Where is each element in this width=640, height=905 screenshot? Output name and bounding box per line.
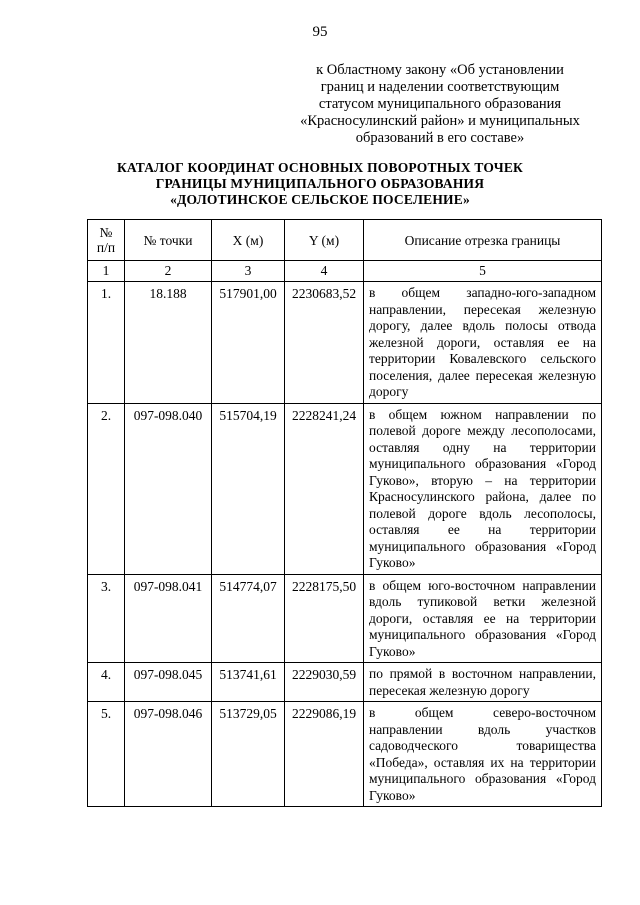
catalog-title [0, 160, 640, 208]
title-line: ГРАНИЦЫ МУНИЦИПАЛЬНОГО ОБРАЗОВАНИЯ [155, 176, 485, 191]
annex-line: к Областному закону «Об установлении [316, 62, 564, 78]
row-number: 3. [88, 574, 125, 663]
column-number: 4 [285, 261, 364, 282]
annex-line: границ и наделении соответствующим [320, 79, 560, 95]
header-x: X (м) [212, 220, 285, 261]
x-coordinate: 514774,07 [212, 574, 285, 663]
annex-line: статусом муниципального образования [318, 96, 562, 112]
y-coordinate: 2228241,24 [285, 403, 364, 574]
point-id: 18.188 [125, 282, 212, 404]
table-row [88, 702, 602, 807]
header-number [88, 220, 125, 261]
title-line: КАТАЛОГ КООРДИНАТ ОСНОВНЫХ ПОВОРОТНЫХ ТОЧЕК [116, 160, 524, 175]
header-y: Y (м) [285, 220, 364, 261]
y-coordinate: 2228175,50 [285, 574, 364, 663]
x-coordinate: 517901,00 [212, 282, 285, 404]
table-row [88, 282, 602, 404]
row-number: 5. [88, 702, 125, 807]
y-coordinate: 2229086,19 [285, 702, 364, 807]
column-number: 2 [125, 261, 212, 282]
title-line: «ДОЛОТИНСКОЕ СЕЛЬСКОЕ ПОСЕЛЕНИЕ» [170, 192, 470, 207]
row-number: 1. [88, 282, 125, 404]
column-number: 1 [88, 261, 125, 282]
x-coordinate: 515704,19 [212, 403, 285, 574]
x-coordinate: 513741,61 [212, 663, 285, 702]
table-row [88, 403, 602, 574]
header-number-sign: № [99, 225, 113, 240]
point-id: 097-098.045 [125, 663, 212, 702]
point-id: 097-098.046 [125, 702, 212, 807]
table-row [88, 574, 602, 663]
table-row [88, 663, 602, 702]
header-description: Описание отрезка границы [364, 220, 602, 261]
coordinates-table [87, 219, 602, 807]
page-number: 95 [312, 24, 328, 40]
row-number: 2. [88, 403, 125, 574]
column-number: 5 [364, 261, 602, 282]
header-number-abbr: п/п [96, 240, 116, 255]
segment-description: в общем северо-восточном направлении вдоль участков садоводческого товарищества «Победа», оставляя их на территории муниципального образования «Город Гуково» [364, 702, 602, 807]
annex-reference [290, 62, 590, 147]
annex-line: образований в его составе» [355, 130, 525, 146]
segment-description: в общем южном направлении по полевой дороге между лесополосами, оставляя одну на территории муниципального образования «Город Гуково», вторую – на территории Красносулинского района, далее по полевой дороге вдоль лесополосы, оставляя ее на территории муниципального образования «Город Гуково» [364, 403, 602, 574]
table-header-row [88, 220, 602, 261]
x-coordinate: 513729,05 [212, 702, 285, 807]
segment-description: в общем юго-восточном направлении вдоль тупиковой ветки железной дороги, оставляя ее на территории муниципального образования «Город Гуково» [364, 574, 602, 663]
header-point: № точки [125, 220, 212, 261]
segment-description: по прямой в восточном направлении, пересекая железную дорогу [364, 663, 602, 702]
y-coordinate: 2229030,59 [285, 663, 364, 702]
row-number: 4. [88, 663, 125, 702]
annex-line: «Красносулинский район» и муниципальных [300, 113, 580, 129]
point-id: 097-098.040 [125, 403, 212, 574]
column-number: 3 [212, 261, 285, 282]
y-coordinate: 2230683,52 [285, 282, 364, 404]
point-id: 097-098.041 [125, 574, 212, 663]
segment-description: в общем западно-юго-западном направлении, пересекая железную дорогу, далее вдоль полосы отвода железной дороги, оставляя ее на территории Ковалевского сельского поселения, далее пересекая железную дорогу [364, 282, 602, 404]
column-number-row [88, 261, 602, 282]
